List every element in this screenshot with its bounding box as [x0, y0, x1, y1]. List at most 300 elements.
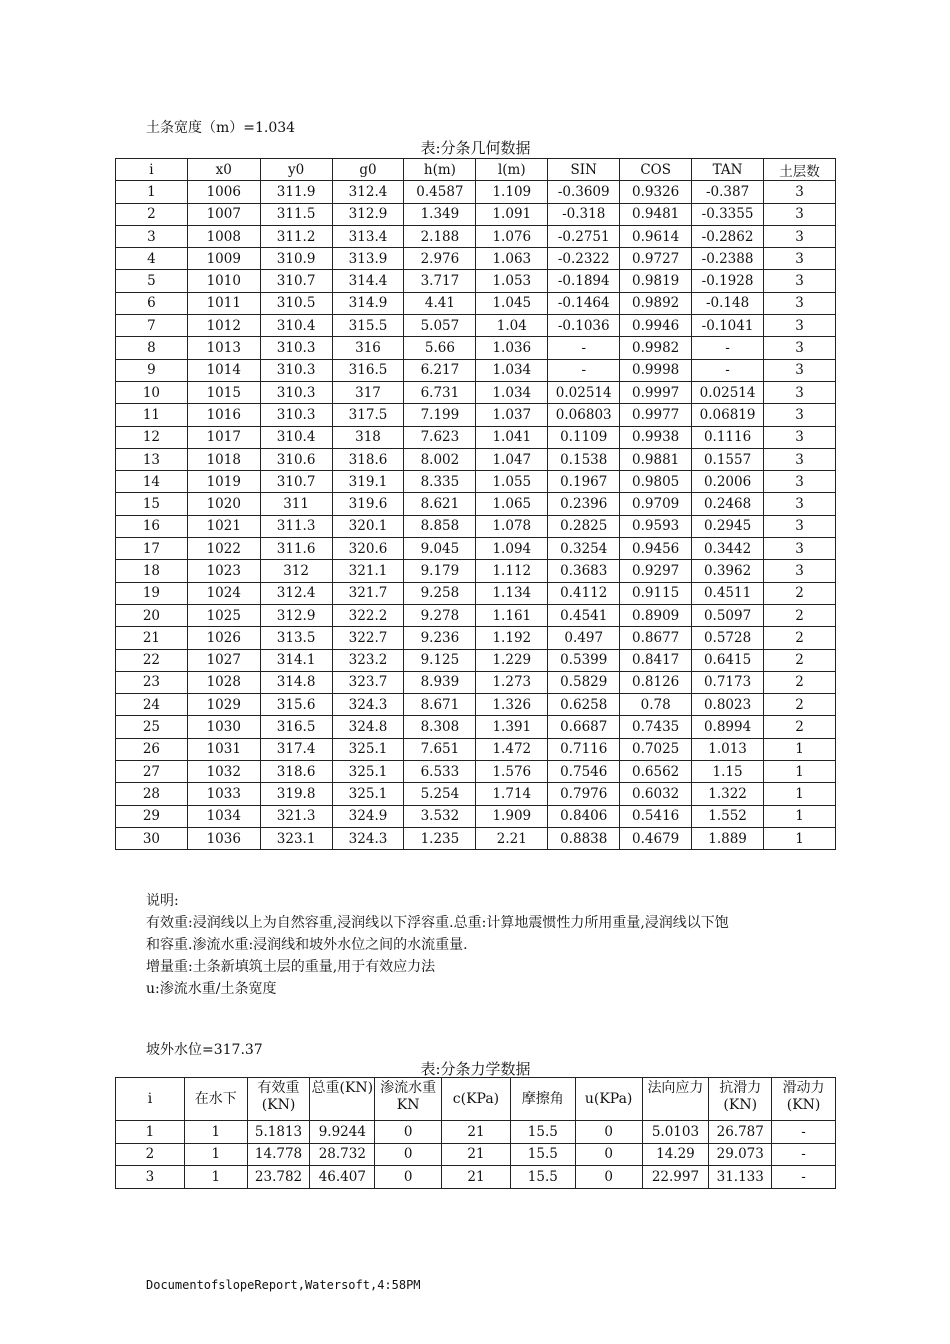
- table-cell: 1020: [187, 493, 260, 515]
- table-cell: 310.9: [260, 248, 332, 270]
- column-header: 摩擦角: [510, 1078, 575, 1121]
- table-cell: 1024: [187, 582, 260, 604]
- table-cell: 322.2: [332, 604, 404, 626]
- table-cell: 0.9997: [620, 381, 692, 403]
- table-cell: 310.4: [260, 315, 332, 337]
- table-cell: 20: [116, 604, 188, 626]
- table-row: [116, 761, 836, 783]
- table-cell: 1.229: [476, 649, 548, 671]
- table-cell: 0.9115: [620, 582, 692, 604]
- table-cell: 316.5: [260, 716, 332, 738]
- table-row: [116, 716, 836, 738]
- table-cell: 1019: [187, 471, 260, 493]
- table-cell: 0.1967: [548, 471, 620, 493]
- column-header: g0: [332, 159, 404, 181]
- column-header: 抗滑力(KN): [709, 1078, 772, 1121]
- table-cell: 14: [116, 471, 188, 493]
- table-cell: 314.8: [260, 671, 332, 693]
- table-cell: 14.29: [642, 1143, 709, 1166]
- table-cell: 1013: [187, 337, 260, 359]
- table-cell: 3: [764, 270, 836, 292]
- table-row: [116, 827, 836, 849]
- table-cell: 27: [116, 761, 188, 783]
- table-cell: 9.125: [404, 649, 476, 671]
- table-cell: 3: [116, 225, 188, 247]
- table-cell: -: [692, 359, 764, 381]
- column-header: 有效重(KN): [247, 1078, 310, 1121]
- table-cell: 1.134: [476, 582, 548, 604]
- table-cell: 323.1: [260, 827, 332, 849]
- table-cell: 5: [116, 270, 188, 292]
- table-cell: 1021: [187, 515, 260, 537]
- water-level-label: 坡外水位=317.37: [146, 1042, 263, 1058]
- table-cell: 315.5: [332, 315, 404, 337]
- table-cell: 314.1: [260, 649, 332, 671]
- table-row: [116, 225, 836, 247]
- table-cell: 1023: [187, 560, 260, 582]
- table-cell: 15: [116, 493, 188, 515]
- table-cell: 4: [116, 248, 188, 270]
- table-cell: 310.3: [260, 404, 332, 426]
- table-cell: 0.06803: [548, 404, 620, 426]
- column-header: l(m): [476, 159, 548, 181]
- table-cell: 0.6415: [692, 649, 764, 671]
- column-header: 总重(KN): [310, 1078, 375, 1121]
- table-cell: 9.179: [404, 560, 476, 582]
- table-cell: 1.326: [476, 694, 548, 716]
- table-cell: 3: [764, 292, 836, 314]
- table-cell: -0.2751: [548, 225, 620, 247]
- table-cell: 2: [764, 604, 836, 626]
- table-row: [116, 426, 836, 448]
- table-cell: 0.4112: [548, 582, 620, 604]
- column-header: TAN: [692, 159, 764, 181]
- table-cell: 2: [116, 1143, 185, 1166]
- table-cell: 1: [764, 761, 836, 783]
- table-cell: 0.9805: [620, 471, 692, 493]
- table-cell: 1.094: [476, 538, 548, 560]
- table-cell: 0.9982: [620, 337, 692, 359]
- table-cell: 9.258: [404, 582, 476, 604]
- table-cell: 321.7: [332, 582, 404, 604]
- table-cell: 0.9977: [620, 404, 692, 426]
- table-cell: 1.034: [476, 359, 548, 381]
- table-cell: 2: [764, 716, 836, 738]
- table-cell: 7: [116, 315, 188, 337]
- table-cell: 3: [764, 359, 836, 381]
- table-cell: 319.6: [332, 493, 404, 515]
- table-cell: 1: [764, 783, 836, 805]
- table-cell: 15.5: [510, 1143, 575, 1166]
- column-header: 渗流水重KN: [375, 1078, 442, 1121]
- table-cell: 22: [116, 649, 188, 671]
- table-cell: 323.7: [332, 671, 404, 693]
- table-cell: 0.4541: [548, 604, 620, 626]
- table-cell: -0.1041: [692, 315, 764, 337]
- table-cell: 23: [116, 671, 188, 693]
- table-row: [116, 359, 836, 381]
- table-cell: 0.9456: [620, 538, 692, 560]
- table-cell: 0.3962: [692, 560, 764, 582]
- table-cell: 19: [116, 582, 188, 604]
- table-row: [116, 448, 836, 470]
- table-cell: 312.4: [332, 181, 404, 203]
- table-cell: 1016: [187, 404, 260, 426]
- table-cell: 6.217: [404, 359, 476, 381]
- table-cell: 312.4: [260, 582, 332, 604]
- geometry-table-header: [116, 159, 836, 181]
- table-cell: 0.9727: [620, 248, 692, 270]
- table-cell: 2.21: [476, 827, 548, 849]
- table-cell: 0.1109: [548, 426, 620, 448]
- table-cell: 1027: [187, 649, 260, 671]
- table-cell: 0.6032: [620, 783, 692, 805]
- table-cell: 313.9: [332, 248, 404, 270]
- table-cell: 0: [375, 1143, 442, 1166]
- table-cell: -0.1894: [548, 270, 620, 292]
- table-cell: 25: [116, 716, 188, 738]
- table-cell: -: [772, 1166, 836, 1189]
- geometry-table-title: 表:分条几何数据: [420, 139, 531, 157]
- table-cell: 8: [116, 337, 188, 359]
- table-cell: 311: [260, 493, 332, 515]
- table-cell: 0.9481: [620, 203, 692, 225]
- mechanics-table-title: 表:分条力学数据: [420, 1060, 531, 1078]
- column-header: i: [116, 1078, 185, 1121]
- table-cell: 8.002: [404, 448, 476, 470]
- mechanics-table: [115, 1077, 836, 1189]
- table-cell: 0.3683: [548, 560, 620, 582]
- table-cell: 30: [116, 827, 188, 849]
- table-cell: 15.5: [510, 1121, 575, 1144]
- table-cell: 3.717: [404, 270, 476, 292]
- table-cell: 1011: [187, 292, 260, 314]
- table-cell: 1.349: [404, 203, 476, 225]
- table-cell: 3: [764, 404, 836, 426]
- table-cell: -: [692, 337, 764, 359]
- column-header: x0: [187, 159, 260, 181]
- table-cell: 0.497: [548, 627, 620, 649]
- column-header: 法向应力: [642, 1078, 709, 1121]
- table-cell: 0.4587: [404, 181, 476, 203]
- table-cell: 0.6687: [548, 716, 620, 738]
- table-cell: 0.9819: [620, 270, 692, 292]
- notes-heading: 说明:: [146, 893, 179, 909]
- table-cell: 1012: [187, 315, 260, 337]
- table-cell: 310.4: [260, 426, 332, 448]
- table-cell: 312: [260, 560, 332, 582]
- table-cell: 1.055: [476, 471, 548, 493]
- table-row: [116, 671, 836, 693]
- table-cell: 1.322: [692, 783, 764, 805]
- table-cell: 1.161: [476, 604, 548, 626]
- table-cell: 0.5416: [620, 805, 692, 827]
- table-cell: 28: [116, 783, 188, 805]
- table-cell: 1.235: [404, 827, 476, 849]
- table-cell: 1036: [187, 827, 260, 849]
- table-cell: 2: [764, 671, 836, 693]
- table-cell: 0.1116: [692, 426, 764, 448]
- table-cell: 1.063: [476, 248, 548, 270]
- table-cell: 0.8126: [620, 671, 692, 693]
- table-row: [116, 404, 836, 426]
- table-cell: 319.1: [332, 471, 404, 493]
- table-cell: 0.78: [620, 694, 692, 716]
- column-header: u(KPa): [575, 1078, 642, 1121]
- table-cell: 1032: [187, 761, 260, 783]
- table-cell: 313.5: [260, 627, 332, 649]
- table-cell: 0.7173: [692, 671, 764, 693]
- table-cell: 1.273: [476, 671, 548, 693]
- table-cell: 0.2468: [692, 493, 764, 515]
- table-cell: 1.034: [476, 381, 548, 403]
- table-cell: -: [548, 359, 620, 381]
- table-cell: 0.9892: [620, 292, 692, 314]
- table-cell: 9.236: [404, 627, 476, 649]
- table-cell: -0.318: [548, 203, 620, 225]
- table-cell: 1: [764, 805, 836, 827]
- table-cell: 3: [764, 493, 836, 515]
- table-cell: 1018: [187, 448, 260, 470]
- table-row: [116, 738, 836, 760]
- table-cell: 0.9297: [620, 560, 692, 582]
- table-cell: -: [772, 1121, 836, 1144]
- table-cell: -0.2388: [692, 248, 764, 270]
- notes-line: u:渗流水重/土条宽度: [146, 981, 277, 997]
- table-cell: 8.858: [404, 515, 476, 537]
- table-cell: 0.1538: [548, 448, 620, 470]
- table-row: [116, 181, 836, 203]
- table-cell: 321.1: [332, 560, 404, 582]
- table-cell: 3: [764, 381, 836, 403]
- table-cell: 0.9614: [620, 225, 692, 247]
- strip-width-label: 土条宽度（m）=1.034: [146, 120, 296, 136]
- table-cell: 322.7: [332, 627, 404, 649]
- table-cell: 3: [764, 538, 836, 560]
- table-row: [116, 560, 836, 582]
- table-cell: 310.7: [260, 471, 332, 493]
- table-cell: 314.4: [332, 270, 404, 292]
- table-row: [116, 805, 836, 827]
- table-cell: -0.2322: [548, 248, 620, 270]
- table-row: [116, 604, 836, 626]
- table-cell: 8.308: [404, 716, 476, 738]
- table-cell: 0.9881: [620, 448, 692, 470]
- page-footer: DocumentofslopeReport,Watersoft,4:58PM: [146, 1278, 421, 1292]
- table-cell: 0.2006: [692, 471, 764, 493]
- table-cell: 3: [764, 248, 836, 270]
- table-cell: 5.66: [404, 337, 476, 359]
- table-cell: -0.3609: [548, 181, 620, 203]
- table-cell: 1.041: [476, 426, 548, 448]
- table-cell: 0.8909: [620, 604, 692, 626]
- table-cell: 1.053: [476, 270, 548, 292]
- table-cell: 1.552: [692, 805, 764, 827]
- table-cell: 1014: [187, 359, 260, 381]
- table-cell: 310.3: [260, 359, 332, 381]
- table-cell: 3.532: [404, 805, 476, 827]
- column-header: i: [116, 159, 188, 181]
- table-cell: 2.188: [404, 225, 476, 247]
- table-cell: 324.9: [332, 805, 404, 827]
- table-cell: 1: [184, 1121, 247, 1144]
- table-cell: 0.3254: [548, 538, 620, 560]
- column-header: 在水下: [184, 1078, 247, 1121]
- table-cell: -: [772, 1143, 836, 1166]
- table-cell: 0.4511: [692, 582, 764, 604]
- table-cell: 1.013: [692, 738, 764, 760]
- table-cell: 1.076: [476, 225, 548, 247]
- table-cell: 0.9938: [620, 426, 692, 448]
- table-cell: 0.1557: [692, 448, 764, 470]
- table-cell: 1007: [187, 203, 260, 225]
- table-cell: 318.6: [260, 761, 332, 783]
- table-cell: 1: [184, 1166, 247, 1189]
- table-cell: 1010: [187, 270, 260, 292]
- table-row: [116, 649, 836, 671]
- table-cell: 0.7976: [548, 783, 620, 805]
- table-cell: 0.8677: [620, 627, 692, 649]
- geometry-table: [115, 158, 836, 850]
- table-cell: 5.1813: [247, 1121, 310, 1144]
- table-cell: 316: [332, 337, 404, 359]
- table-cell: 1029: [187, 694, 260, 716]
- table-cell: 0: [375, 1166, 442, 1189]
- table-cell: 1009: [187, 248, 260, 270]
- table-cell: 320.1: [332, 515, 404, 537]
- table-cell: 0.9946: [620, 315, 692, 337]
- table-cell: 1.576: [476, 761, 548, 783]
- table-cell: 0.9593: [620, 515, 692, 537]
- table-cell: 319.8: [260, 783, 332, 805]
- table-cell: 318.6: [332, 448, 404, 470]
- table-cell: -0.1036: [548, 315, 620, 337]
- table-cell: 1: [116, 1121, 185, 1144]
- table-row: [116, 1143, 836, 1166]
- table-cell: 3: [116, 1166, 185, 1189]
- table-cell: 0.7116: [548, 738, 620, 760]
- table-cell: 5.057: [404, 315, 476, 337]
- notes-block: [146, 890, 729, 1000]
- table-cell: 0.7025: [620, 738, 692, 760]
- table-cell: 1006: [187, 181, 260, 203]
- table-cell: 325.1: [332, 761, 404, 783]
- table-cell: 0.5097: [692, 604, 764, 626]
- table-cell: 2: [764, 627, 836, 649]
- table-row: [116, 538, 836, 560]
- column-header: SIN: [548, 159, 620, 181]
- table-cell: 321.3: [260, 805, 332, 827]
- table-cell: -: [548, 337, 620, 359]
- table-cell: 1.047: [476, 448, 548, 470]
- table-cell: 1.192: [476, 627, 548, 649]
- table-cell: 9.045: [404, 538, 476, 560]
- table-cell: 1015: [187, 381, 260, 403]
- table-row: [116, 783, 836, 805]
- table-cell: 21: [442, 1121, 511, 1144]
- table-cell: 1.109: [476, 181, 548, 203]
- table-row: [116, 270, 836, 292]
- table-cell: 311.2: [260, 225, 332, 247]
- table-cell: 14.778: [247, 1143, 310, 1166]
- table-cell: 0.6562: [620, 761, 692, 783]
- table-cell: 29.073: [709, 1143, 772, 1166]
- table-cell: 0.06819: [692, 404, 764, 426]
- table-cell: 12: [116, 426, 188, 448]
- table-cell: 1.714: [476, 783, 548, 805]
- table-cell: 1.391: [476, 716, 548, 738]
- table-cell: 325.1: [332, 783, 404, 805]
- table-cell: 22.997: [642, 1166, 709, 1189]
- table-cell: 315.6: [260, 694, 332, 716]
- table-cell: 310.3: [260, 337, 332, 359]
- table-cell: 320.6: [332, 538, 404, 560]
- table-cell: 1: [764, 827, 836, 849]
- table-row: [116, 248, 836, 270]
- table-cell: -0.387: [692, 181, 764, 203]
- table-cell: 23.782: [247, 1166, 310, 1189]
- table-row: [116, 381, 836, 403]
- table-row: [116, 471, 836, 493]
- table-cell: 8.335: [404, 471, 476, 493]
- table-cell: 13: [116, 448, 188, 470]
- table-cell: 316.5: [332, 359, 404, 381]
- table-row: [116, 627, 836, 649]
- table-cell: 31.133: [709, 1166, 772, 1189]
- table-cell: 29: [116, 805, 188, 827]
- table-cell: 0.7546: [548, 761, 620, 783]
- table-cell: 0.3442: [692, 538, 764, 560]
- table-cell: 0: [575, 1166, 642, 1189]
- table-cell: 0.02514: [548, 381, 620, 403]
- table-row: [116, 203, 836, 225]
- table-cell: 311.6: [260, 538, 332, 560]
- table-cell: 24: [116, 694, 188, 716]
- table-cell: 310.6: [260, 448, 332, 470]
- table-cell: -0.3355: [692, 203, 764, 225]
- table-cell: 2: [764, 649, 836, 671]
- table-cell: 9: [116, 359, 188, 381]
- table-cell: 1: [116, 181, 188, 203]
- table-cell: -0.1928: [692, 270, 764, 292]
- table-cell: 0.9709: [620, 493, 692, 515]
- table-cell: 3: [764, 203, 836, 225]
- table-cell: 314.9: [332, 292, 404, 314]
- table-cell: 1022: [187, 538, 260, 560]
- table-cell: 8.621: [404, 493, 476, 515]
- table-row: [116, 694, 836, 716]
- table-row: [116, 582, 836, 604]
- table-cell: 1.078: [476, 515, 548, 537]
- table-cell: 324.8: [332, 716, 404, 738]
- table-cell: 0.2396: [548, 493, 620, 515]
- table-cell: 0.8838: [548, 827, 620, 849]
- table-cell: 26.787: [709, 1121, 772, 1144]
- table-row: [116, 1166, 836, 1189]
- table-cell: 0.5728: [692, 627, 764, 649]
- table-cell: 15.5: [510, 1166, 575, 1189]
- table-cell: 46.407: [310, 1166, 375, 1189]
- table-cell: 18: [116, 560, 188, 582]
- table-cell: 318: [332, 426, 404, 448]
- notes-line: 有效重:浸润线以上为自然容重,浸润线以下浮容重.总重:计算地震惯性力所用重量,浸润线以下饱: [146, 915, 729, 931]
- table-cell: 324.3: [332, 694, 404, 716]
- table-cell: 6.533: [404, 761, 476, 783]
- table-cell: 1008: [187, 225, 260, 247]
- table-cell: 0.4679: [620, 827, 692, 849]
- table-cell: 1: [184, 1143, 247, 1166]
- table-cell: 2: [764, 694, 836, 716]
